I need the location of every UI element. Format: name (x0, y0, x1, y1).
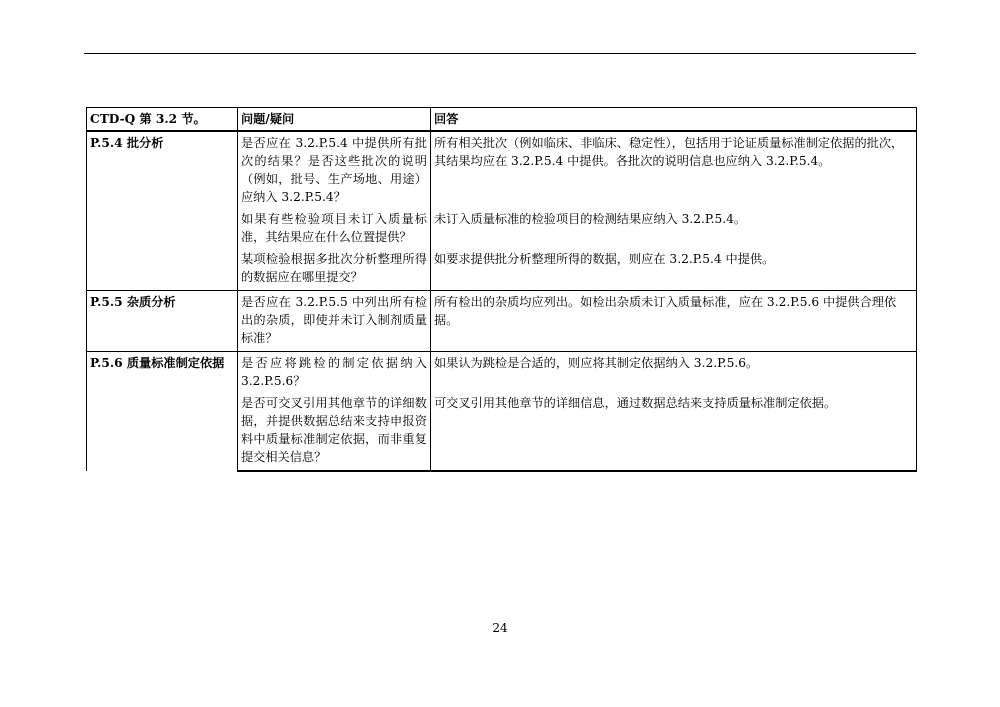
answer-cell: 如果认为跳检是合适的，则应将其制定依据纳入 3.2.P.5.6。 (431, 352, 917, 391)
qa-table (86, 107, 917, 472)
answer-cell: 可交叉引用其他章节的详细信息，通过数据总结来支持质量标准制定依据。 (431, 390, 917, 471)
answer-cell: 如要求提供批分析整理所得的数据，则应在 3.2.P.5.4 中提供。 (431, 246, 917, 291)
question-cell: 某项检验根据多批次分析整理所得的数据应在哪里提交？ (238, 246, 431, 291)
header-rule (84, 53, 916, 54)
section-title: P.5.5 杂质分析 (87, 291, 238, 352)
answer-cell: 未订入质量标准的检验项目的检测结果应纳入 3.2.P.5.4。 (431, 206, 917, 246)
page-number: 24 (492, 621, 508, 635)
question-cell: 是否可交叉引用其他章节的详细数据，并提供数据总结来支持申报资料中质量标准制定依据，而非重复提交相关信息？ (238, 390, 431, 471)
question-cell: 如果有些检验项目未订入质量标准，其结果应在什么位置提供？ (238, 206, 431, 246)
table-row (87, 131, 917, 206)
answer-cell: 所有相关批次（例如临床、非临床、稳定性），包括用于论证质量标准制定依据的批次，其结果均应在 3.2.P.5.4 中提供。各批次的说明信息也应纳入 3.2.P.5.4。 (431, 131, 917, 206)
column-header-question: 问题/疑问 (238, 108, 431, 132)
question-cell: 是否应在 3.2.P.5.5 中列出所有检出的杂质，即使并未订入制剂质量标准？ (238, 291, 431, 352)
question-cell: 是否应在 3.2.P.5.4 中提供所有批次的结果？是否这些批次的说明（例如，批号、生产场地、用途）应纳入 3.2.P.5.4？ (238, 131, 431, 206)
column-header-section: CTD-Q 第 3.2 节。 (87, 108, 238, 132)
section-title: P.5.6 质量标准制定依据 (87, 352, 238, 472)
answer-cell: 所有检出的杂质均应列出。如检出杂质未订入质量标准，应在 3.2.P.5.6 中提供合理依据。 (431, 291, 917, 352)
table-header-row (87, 108, 917, 132)
table-row (87, 291, 917, 352)
column-header-answer: 回答 (431, 108, 917, 132)
question-cell: 是否应将跳检的制定依据纳入 3.2.P.5.6？ (238, 352, 431, 391)
section-title: P.5.4 批分析 (87, 131, 238, 291)
table-row (87, 352, 917, 391)
